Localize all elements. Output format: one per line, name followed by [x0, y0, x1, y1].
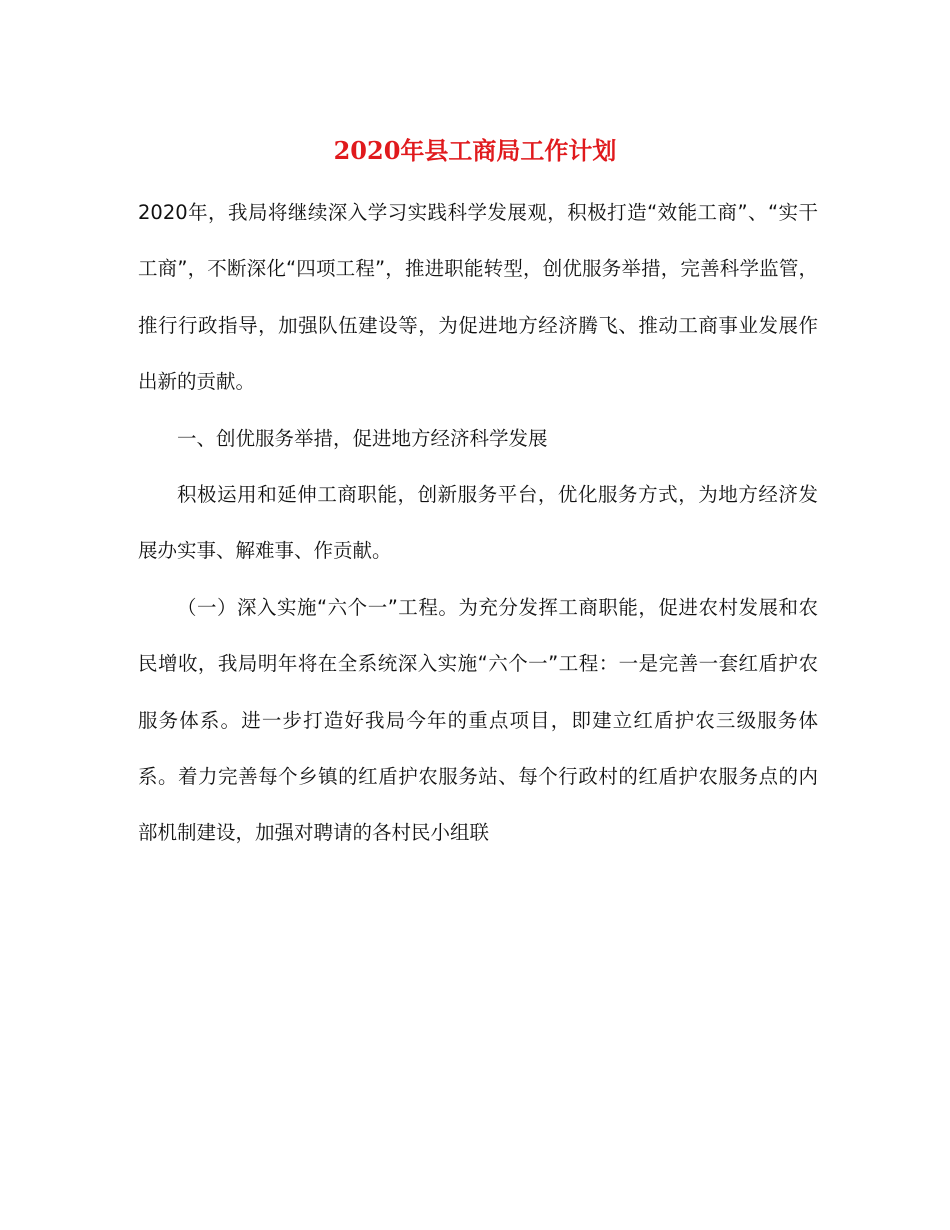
- document-body: [138, 185, 818, 862]
- section-heading-1: 一、创优服务举措，促进地方经济科学发展: [177, 426, 548, 450]
- paragraph-intro: 2020年，我局将继续深入学习实践科学发展观，积极打造“效能工商”、“实干工商”，不断深化“四项工程”，推进职能转型，创优服务举措，完善科学监管，推行行政指导，加强队伍建设等，为促进地方经济腾飞、推动工商事业发展作出新的贡献。: [138, 201, 818, 394]
- paragraph-section-1: 积极运用和延伸工商职能，创新服务平台，优化服务方式，为地方经济发展办实事、解难事、作贡献。: [138, 483, 818, 563]
- paragraph-subsection-1: （一）深入实施“六个一”工程。为充分发挥工商职能，促进农村发展和农民增收，我局明年将在全系统深入实施“六个一”工程：一是完善一套红盾护农服务体系。进一步打造好我局今年的重点项目，即建立红盾护农三级服务体系。着力完善每个乡镇的红盾护农服务站、每个行政村的红盾护农服务点的内部机制建设，加强对聘请的各村民小组联: [138, 595, 818, 845]
- document-title: 2020年县工商局工作计划: [333, 136, 617, 165]
